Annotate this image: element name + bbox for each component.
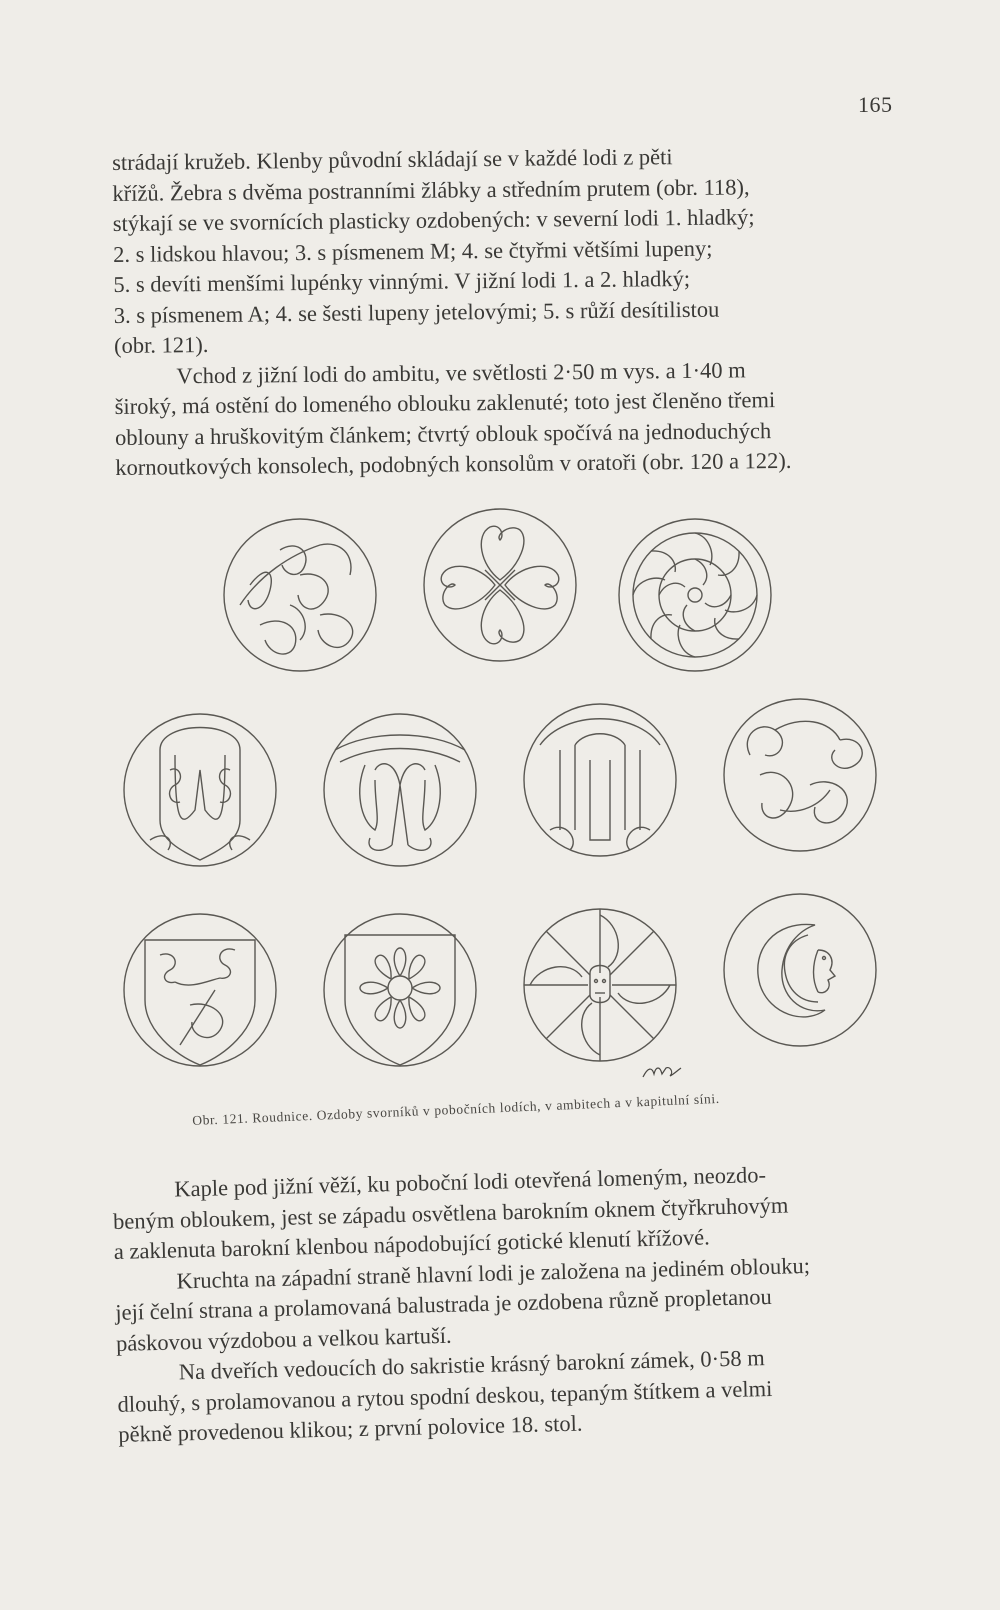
- top-text-block: [112, 140, 905, 484]
- text-line: kornoutkových konsolech, podobných konsolům v oratoři (obr. 120 a 122).: [115, 447, 792, 480]
- page-number: 165: [858, 92, 893, 117]
- text-line: 3. s písmenem A; 4. se šesti lupeny jetelovými; 5. s růží desítilistou: [113, 296, 720, 328]
- text-line: 2. s lidskou hlavou; 3. s písmenem M; 4. se čtyřmi většími lupeny;: [112, 235, 713, 267]
- text-line: páskovou výzdobou a velkou kartuší.: [115, 1322, 452, 1356]
- boss-crescent-moon-face: [720, 890, 880, 1050]
- text-line: 5. s devíti menšími lupénky vinnými. V jižní lodi 1. a 2. hladký;: [113, 265, 691, 297]
- text-line: pěkně provedenou klikou; z první polovice 18. stol.: [118, 1410, 583, 1447]
- boss-scroll-ornament: [720, 695, 880, 855]
- text-line: oblouny a hruškovitým článkem; čtvrtý oblouk spočívá na jednoduchých: [114, 417, 772, 450]
- bottom-text-block: [112, 1157, 908, 1451]
- text-line: stýkají se ve svornících plasticky ozdobených: v severní lodi 1. hladký;: [112, 204, 755, 236]
- boss-letter-m-plain: [520, 700, 680, 860]
- text-line: její čelní strana a prolamovaná balustrada je ozdobena různě propletanou: [115, 1283, 773, 1325]
- text-line: křížů. Žebra s dvěma postranními žlábky a středním prutem (obr. 118),: [112, 173, 750, 206]
- keystone-figure: [110, 505, 910, 1105]
- text-line: Kruchta na západní straně hlavní lodi je založena na jediném oblouku;: [176, 1252, 811, 1293]
- text-line: Na dveřích vedoucích do sakristie krásný barokní zámek, 0·58 m: [178, 1345, 766, 1385]
- boss-vine-leaves: [220, 515, 380, 675]
- text-line: Kaple pod jižní věží, ku poboční lodi otevřená lomeným, neozdo-: [174, 1162, 767, 1202]
- figure-caption: Obr. 121. Roudnice. Ozdoby svorníků v pobočních lodích, v ambitech a v kapitulní síni.: [192, 1090, 720, 1128]
- boss-letter-m-arch: [320, 710, 480, 870]
- boss-eight-petal-flower-shield: [320, 910, 480, 1070]
- text-line: beným obloukem, jest se západu osvětlena barokním oknem čtyřkruhovým: [112, 1191, 789, 1234]
- text-line: a zaklenuta barokní klenbou nápodobující gotické klenutí křížové.: [113, 1224, 711, 1264]
- text-line: dlouhý, s prolamovanou a rytou spodní deskou, tepaným štítkem a velmi: [117, 1375, 773, 1417]
- boss-four-clover-leaves: [420, 505, 580, 665]
- text-line: široký, má ostění do lomeného oblouku zaklenuté; toto jest členěno třemi: [114, 387, 776, 419]
- boss-letter-m-foliage-shield: [120, 710, 280, 870]
- text-line: Vchod z jižní lodi do ambitu, ve světlosti 2·50 m vys. a 1·40 m: [176, 356, 746, 388]
- text-line: (obr. 121).: [113, 332, 209, 358]
- boss-head-with-ten-petals: [520, 905, 680, 1065]
- boss-vine-shield: [120, 910, 280, 1070]
- artist-signature: [640, 1062, 684, 1082]
- text-line: strádají kružeb. Klenby původní skládají se v každé lodi z pěti: [112, 144, 673, 175]
- boss-rose: [615, 515, 775, 675]
